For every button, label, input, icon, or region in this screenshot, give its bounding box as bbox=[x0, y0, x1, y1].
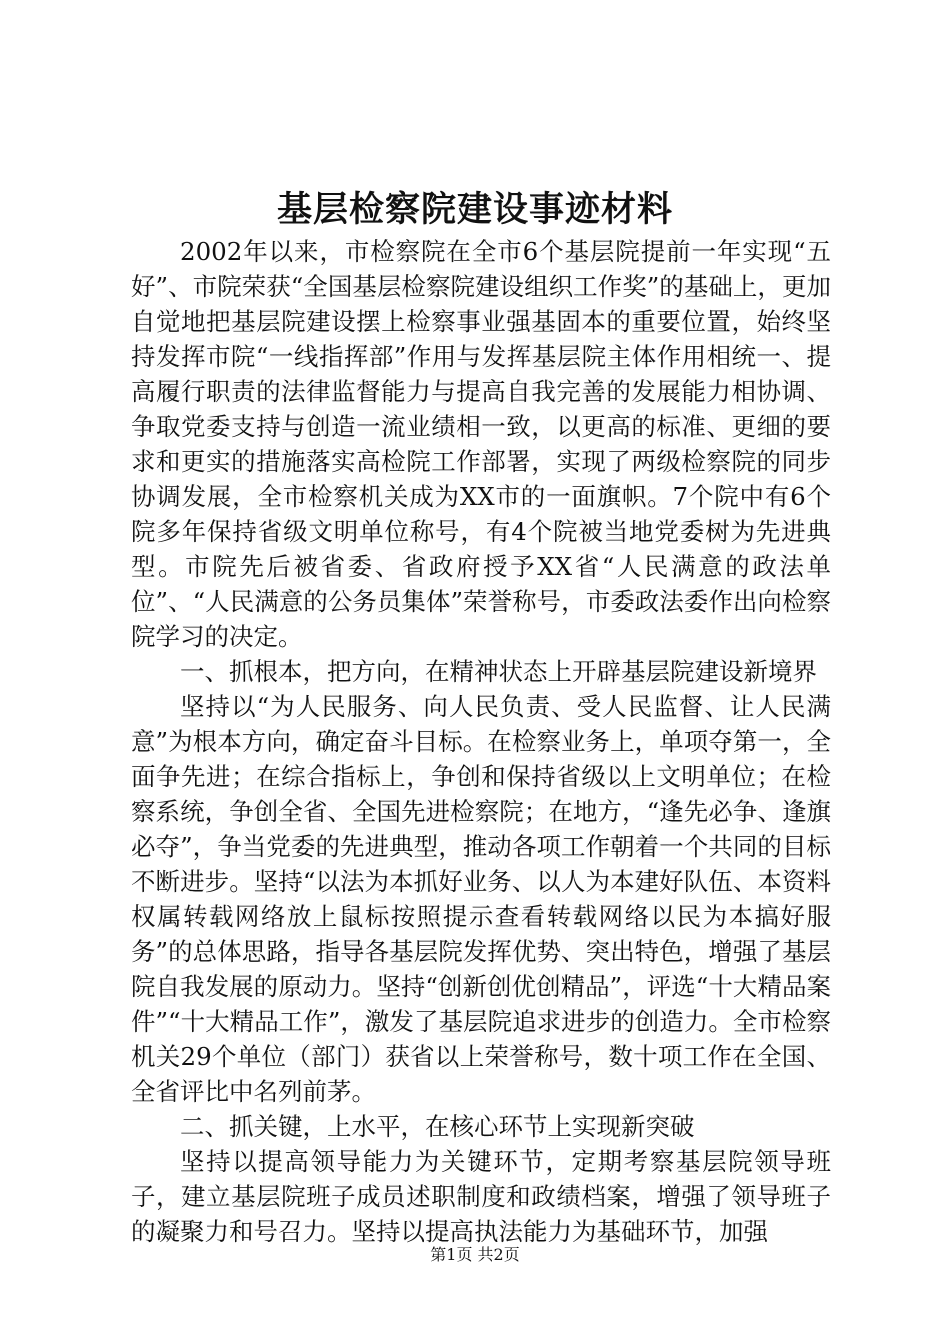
paragraph-section-2: 坚持以提高领导能力为关键环节，定期考察基层院领导班子，建立基层院班子成员述职制度和政绩档案，增强了领导班子的凝聚力和号召力。坚持以提高执法能力为基础环节，加强 bbox=[131, 1147, 831, 1246]
section-heading-1: 一、抓根本，把方向，在精神状态上开辟基层院建设新境界 bbox=[180, 657, 817, 686]
document-title: 基层检察院建设事迹材料 bbox=[276, 189, 673, 230]
paragraph-section-1: 坚持以“为人民服务、向人民负责、受人民监督、让人民满意”为根本方向，确定奋斗目标。在检察业务上，单项夺第一，全面争先进；在综合指标上，争创和保持省级以上文明单位；在检察系统，争创全省、全国先进检察院；在地方，“逢先必争、逢旗必夺”，争当党委的先进典型，推动各项工作朝着一个共同的目标不断进步。坚持“以法为本抓好业务、以人为本建好队伍、本资料权属转载网络放上鼠标按照提示查看转载网络以民为本搞好服务”的总体思路，指导各基层院发挥优势、突出特色，增强了基层院自我发展的原动力。坚持“创新创优创精品”，评选“十大精品案件”“十大精品工作”，激发了基层院追求进步的创造力。全市检察机关29个单位（部门）获省以上荣誉称号，数十项工作在全国、全省评比中名列前茅。 bbox=[131, 692, 831, 1106]
section-heading-2: 二、抓关键，上水平，在核心环节上实现新突破 bbox=[180, 1112, 695, 1141]
page-footer: 第1页 共2页 bbox=[430, 1245, 520, 1264]
paragraph-intro: 2002年以来，市检察院在全市6个基层院提前一年实现“五好”、市院荣获“全国基层检察院建设组织工作奖”的基础上，更加自觉地把基层院建设摆上检察事业强基固本的重要位置，始终坚持发挥市院“一线指挥部”作用与发挥基层院主体作用相统一、提高履行职责的法律监督能力与提高自我完善的发展能力相协调、争取党委支持与创造一流业绩相一致，以更高的标准、更细的要求和更实的措施落实高检院工作部署，实现了两级检察院的同步协调发展，全市检察机关成为XX市的一面旗帜。7个院中有6个院多年保持省级文明单位称号，有4个院被当地党委树为先进典型。市院先后被省委、省政府授予XX省“人民满意的政法单位”、“人民满意的公务员集体”荣誉称号，市委政法委作出向检察院学习的决定。 bbox=[131, 237, 831, 651]
document-body bbox=[131, 234, 831, 1249]
